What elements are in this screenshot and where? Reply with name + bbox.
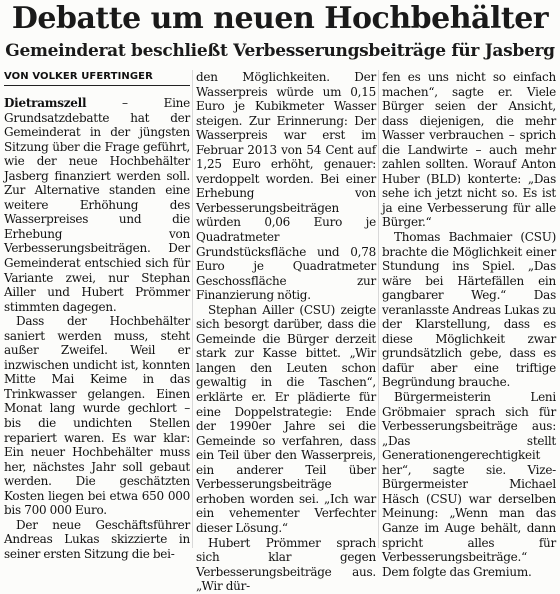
body-paragraph: fen es uns nicht so einfach machen“, sagte er. Viele Bürger seien der Ansicht, dass diejenigen, die mehr Wasser verbrauchen – sprich die Landwirte – auch mehr zahlen sollten. Worauf Anton Huber (BLD) konterte: „Das sehe ich jetzt nicht so. Es ist ja eine Verbesserung für alle Bürger.“ — [382, 70, 556, 230]
author-byline: VON VOLKER UFERTINGER — [4, 70, 190, 86]
dateline: Dietramszell — [4, 96, 87, 110]
body-paragraph: Dass der Hochbehälter saniert werden muss, steht außer Zweifel. Weil er inzwischen undicht ist, konnten Mitte Mai Keime in das Trinkwasser gelangen. Einen Monat lang wurde gechlort – bis die undichten Stellen repariert waren. Es war klar: Ein neuer Hochbehälter muss her, nächstes Jahr soll gebaut werden. Die geschätzten Kosten liegen bei etwa 650 000 bis 700 000 Euro. — [4, 314, 190, 518]
article-column-3 — [382, 70, 556, 579]
body-paragraph: Der neue Geschäftsführer Andreas Lukas skizzierte in seiner ersten Sitzung die bei- — [4, 517, 190, 561]
body-paragraph: Bürgermeisterin Leni Gröbmaier sprach sich für Verbesserungsbeiträge aus: „Das stellt Generationengerechtigkeit her“, sagte sie. Vize-Bürgermeister Michael Häsch (CSU) war derselben Meinung: „Wenn man das Ganze im Auge behält, dann spricht alles für Verbesserungsbeiträge.“ Dem folgte das Gremium. — [382, 390, 556, 579]
column-divider — [378, 70, 379, 548]
body-paragraph: den Möglichkeiten. Der Wasserpreis würde um 0,15 Euro je Kubikmeter Wasser steigen. Zur Erinnerung: Der Wasserpreis war erst im Februar 2013 von 54 Cent auf 1,25 Euro erhöht, genauer: verdoppelt worden. Bei einer Erhebung von Verbesserungsbeiträgen würden 0,06 Euro je Quadratmeter Grundstücksfläche und 0,78 Euro je Quadratmeter Geschossfläche zur Finanzierung nötig. — [196, 70, 376, 303]
column-divider — [192, 70, 193, 548]
article-column-2 — [196, 70, 376, 594]
body-paragraph: Thomas Bachmaier (CSU) brachte die Möglichkeit einer Stundung ins Spiel. „Das wäre bei Härtefällen ein gangbarer Weg.“ Das veranlasste Andreas Lukas zu der Klarstellung, dass es diese Möglichkeit zwar grundsätzlich gebe, dass es dafür aber eine triftige Begründung brauche. — [382, 230, 556, 390]
body-paragraph: Hubert Prömmer sprach sich klar gegen Verbesserungsbeiträge aus. „Wir dür- — [196, 535, 376, 594]
article-column-1 — [4, 96, 190, 561]
article-subheadline: Gemeinderat beschließt Verbesserungsbeiträge für Jasberg — [5, 41, 555, 61]
lead-paragraph — [4, 96, 190, 314]
lead-text: – Eine Grundsatzdebatte hat der Gemeinderat in der jüngsten Sitzung über die Frage geführt, wie der neue Hochbehälter Jasberg finanziert werden soll. Zur Alternative standen eine weitere Erhöhung des Wasserpreises und die Erhebung von Verbesserungsbeiträgen. Der Gemeinderat entschied sich für Variante zwei, nur Stephan Ailler und Hubert Prömmer stimmten dagegen. — [4, 96, 190, 314]
body-paragraph: Stephan Ailler (CSU) zeigte sich besorgt darüber, dass die Gemeinde die Bürger derzeit stark zur Kasse bittet. „Wir langen den Leuten schon gewaltig in die Taschen“, erklärte er. Er plädierte für eine Doppelstrategie: Ende der 1990er Jahre sei die Gemeinde so verfahren, dass ein Teil über den Wasserpreis, ein anderer Teil über Verbesserungsbeiträge erhoben worden sei. „Ich war ein vehementer Verfechter dieser Lösung.“ — [196, 302, 376, 535]
article-headline: Debatte um neuen Hochbehälter — [11, 1, 549, 36]
